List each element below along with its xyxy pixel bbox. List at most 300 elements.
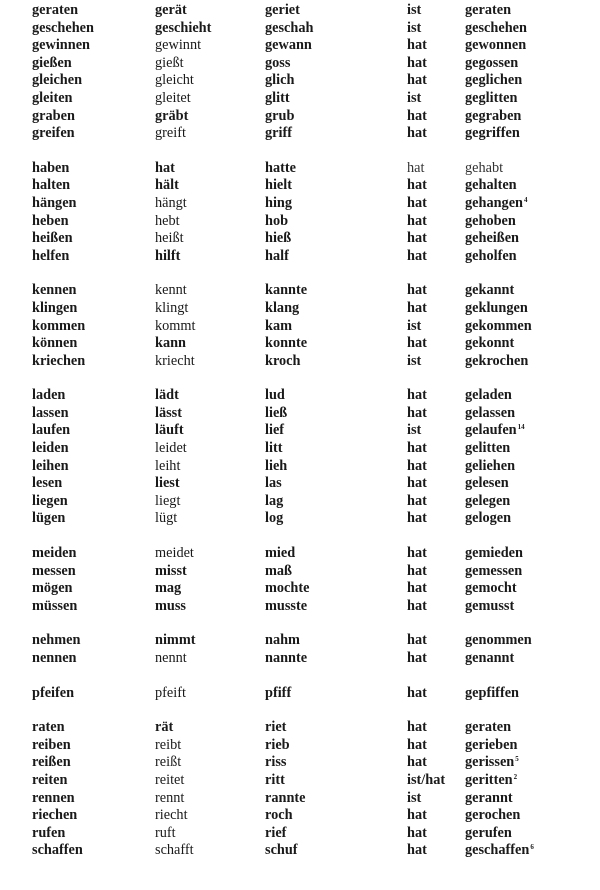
present-cell [155,37,201,55]
preterite-cell [265,300,299,318]
infinitive-cell [32,737,71,755]
infinitive-cell [32,335,77,353]
participle-cell [465,807,520,825]
auxiliary-cell [407,90,421,108]
participle-text: gemocht [465,580,517,597]
participle-text: gelaufen [465,422,517,439]
present-text: lädt [155,387,179,404]
present-cell [155,353,195,371]
auxiliary-cell [407,545,427,563]
infinitive-cell [32,598,77,616]
preterite-text: goss [265,54,291,71]
infinitive-cell [32,213,69,231]
preterite-cell [265,807,293,825]
auxiliary-cell [407,2,421,20]
infinitive-cell [32,440,69,458]
infinitive-text: reißen [32,754,71,771]
auxiliary-cell [407,719,427,737]
participle-text: gehalten [465,177,517,194]
infinitive-text: lassen [32,404,69,421]
preterite-cell [265,598,307,616]
verb-row [0,650,600,668]
infinitive-cell [32,353,85,371]
infinitive-cell [32,580,73,598]
infinitive-text: nehmen [32,632,81,649]
infinitive-cell [32,650,77,668]
verb-row [0,72,600,90]
auxiliary-cell [407,248,427,266]
preterite-text: gewann [265,37,312,54]
preterite-cell [265,125,292,143]
infinitive-cell [32,563,76,581]
present-cell [155,248,180,266]
present-text: mag [155,580,182,597]
participle-cell [465,458,515,476]
present-text: nimmt [155,632,196,649]
preterite-cell [265,213,288,231]
participle-text: geraten [465,2,512,18]
participle-text: gekannt [465,282,515,299]
auxiliary-cell [407,230,427,248]
preterite-cell [265,737,290,755]
preterite-cell [265,719,286,737]
auxiliary-text: ist [407,317,422,334]
preterite-text: rieb [265,736,290,753]
auxiliary-cell [407,318,421,336]
auxiliary-text: ist [407,2,422,18]
present-text: lügt [155,510,178,527]
infinitive-cell [32,108,75,126]
auxiliary-cell [407,177,427,195]
present-text: kann [155,335,187,352]
participle-text: geraten [465,719,512,736]
participle-cell [465,108,521,126]
auxiliary-text: hat [407,562,427,579]
infinitive-cell [32,790,75,808]
preterite-text: ritt [265,771,285,788]
verb-row [0,213,600,231]
auxiliary-cell [407,598,427,616]
present-cell [155,405,182,423]
auxiliary-text: ist/hat [407,771,446,788]
preterite-cell [265,248,289,266]
preterite-cell [265,90,290,108]
verb-row [0,125,600,143]
verb-row [0,685,600,703]
infinitive-text: heben [32,212,69,229]
preterite-cell [265,422,284,440]
infinitive-cell [32,510,65,528]
preterite-cell [265,754,286,772]
participle-text: gerochen [465,807,521,824]
present-text: reibt [155,736,182,753]
preterite-text: log [265,510,284,527]
present-cell [155,842,194,860]
preterite-cell [265,475,282,493]
participle-text: gemieden [465,545,523,562]
infinitive-text: lügen [32,510,66,527]
preterite-cell [265,772,285,790]
present-cell [155,300,188,318]
preterite-text: hielt [265,177,293,194]
present-text: muss [155,597,186,614]
verb-row [0,790,600,808]
auxiliary-text: hat [407,107,427,124]
infinitive-cell [32,387,65,405]
auxiliary-text: hat [407,684,427,701]
participle-cell [465,90,517,108]
auxiliary-cell [407,842,427,860]
verb-row [0,825,600,843]
preterite-text: maß [265,562,293,579]
infinitive-cell [32,230,73,248]
present-cell [155,335,186,353]
participle-cell [465,318,532,336]
present-text: gewinnt [155,37,202,54]
participle-text: genommen [465,632,532,649]
infinitive-cell [32,405,69,423]
participle-text: geladen [465,387,512,404]
auxiliary-text: hat [407,736,427,753]
auxiliary-text: hat [407,842,427,859]
preterite-text: pfiff [265,684,292,701]
verb-row [0,230,600,248]
preterite-text: las [265,475,282,492]
infinitive-text: liegen [32,492,68,509]
auxiliary-cell [407,125,427,143]
verb-row [0,510,600,528]
present-cell [155,685,186,703]
infinitive-text: kennen [32,282,77,299]
infinitive-text: geraten [32,2,79,18]
present-text: schafft [155,842,194,859]
participle-text: gekommen [465,317,532,334]
present-cell [155,772,184,790]
participle-cell [465,300,528,318]
present-cell [155,2,187,20]
participle-cell [465,125,520,143]
present-text: greift [155,125,186,142]
participle-text: geritten [465,771,513,788]
participle-text: gegossen [465,54,519,71]
present-cell [155,230,184,248]
auxiliary-text: hat [407,597,427,614]
participle-cell [465,422,525,440]
verb-row [0,335,600,353]
verb-row [0,387,600,405]
auxiliary-text: hat [407,632,427,649]
participle-text: gerannt [465,789,513,806]
infinitive-text: kriechen [32,352,86,369]
present-cell [155,545,194,563]
verb-group [0,160,600,266]
preterite-cell [265,353,300,371]
present-text: reitet [155,771,185,788]
auxiliary-cell [407,213,427,231]
preterite-cell [265,650,307,668]
participle-cell [465,772,517,790]
infinitive-cell [32,195,77,213]
preterite-text: mied [265,545,296,562]
preterite-cell [265,55,290,73]
infinitive-text: rufen [32,824,66,841]
auxiliary-cell [407,405,427,423]
verb-group [0,685,600,703]
present-cell [155,737,181,755]
infinitive-cell [32,825,65,843]
present-cell [155,282,187,300]
preterite-text: litt [265,440,283,457]
preterite-text: konnte [265,335,308,352]
participle-text: gelesen [465,475,509,492]
verb-row [0,422,600,440]
auxiliary-cell [407,440,427,458]
present-text: gießt [155,54,184,71]
preterite-cell [265,230,291,248]
verb-row [0,545,600,563]
preterite-cell [265,20,313,38]
preterite-cell [265,108,294,126]
verb-row [0,598,600,616]
present-cell [155,213,180,231]
preterite-cell [265,160,296,178]
preterite-text: hob [265,212,289,229]
participle-cell [465,160,503,178]
verb-row [0,300,600,318]
present-text: klingt [155,299,189,316]
participle-text: gehoben [465,212,516,229]
preterite-cell [265,282,307,300]
preterite-cell [265,580,309,598]
participle-text: gerissen [465,754,515,771]
preterite-cell [265,440,282,458]
participle-cell [465,387,512,405]
infinitive-cell [32,2,78,20]
participle-cell [465,230,519,248]
auxiliary-cell [407,510,427,528]
participle-text: geklungen [465,299,528,316]
participle-cell [465,790,513,808]
infinitive-cell [32,422,70,440]
auxiliary-text: hat [407,754,427,771]
present-cell [155,493,180,511]
preterite-cell [265,842,298,860]
present-cell [155,125,186,143]
participle-cell [465,685,519,703]
auxiliary-text: hat [407,299,427,316]
verb-table [0,2,600,877]
participle-cell [465,248,517,266]
participle-cell [465,405,515,423]
present-text: rennt [155,789,185,806]
auxiliary-text: hat [407,510,427,527]
present-cell [155,440,187,458]
auxiliary-cell [407,195,427,213]
preterite-text: hieß [265,230,292,247]
auxiliary-text: hat [407,824,427,841]
infinitive-cell [32,20,94,38]
auxiliary-cell [407,160,424,178]
present-text: reißt [155,754,182,771]
present-text: nennt [155,650,187,666]
auxiliary-cell [407,55,427,73]
present-cell [155,719,173,737]
present-text: rät [155,719,174,736]
verb-row [0,353,600,371]
footnote-marker: 14 [517,423,525,432]
participle-text: gelegen [465,492,511,509]
preterite-cell [265,318,292,336]
present-cell [155,510,177,528]
infinitive-text: leihen [32,457,69,474]
preterite-text: lieh [265,457,288,474]
infinitive-cell [32,318,85,336]
preterite-text: nannte [265,650,308,666]
auxiliary-text: hat [407,492,427,509]
present-text: gräbt [155,107,189,124]
present-cell [155,55,184,73]
participle-text: gehangen [465,194,523,211]
verb-row [0,55,600,73]
verb-row [0,493,600,511]
verb-row [0,282,600,300]
participle-cell [465,213,516,231]
participle-cell [465,353,528,371]
present-text: leiht [155,457,181,474]
infinitive-cell [32,125,75,143]
preterite-text: lief [265,422,285,439]
verb-group [0,2,600,143]
participle-text: gemessen [465,562,523,579]
present-text: misst [155,562,187,579]
participle-cell [465,719,511,737]
present-cell [155,195,187,213]
auxiliary-text: ist [407,89,422,106]
participle-text: gekrochen [465,352,529,369]
preterite-cell [265,685,291,703]
participle-cell [465,282,514,300]
preterite-text: grub [265,107,295,124]
present-cell [155,20,211,38]
present-cell [155,160,175,178]
present-text: heißt [155,230,184,247]
preterite-cell [265,545,295,563]
preterite-text: half [265,247,289,264]
auxiliary-cell [407,772,445,790]
preterite-cell [265,632,300,650]
auxiliary-cell [407,580,427,598]
preterite-cell [265,195,292,213]
verb-row [0,440,600,458]
auxiliary-cell [407,422,421,440]
present-cell [155,650,187,668]
preterite-text: musste [265,597,308,614]
participle-text: geheißen [465,230,520,247]
auxiliary-text: hat [407,159,425,176]
present-text: pfeift [155,684,186,701]
verb-row [0,458,600,476]
participle-text: gelitten [465,440,511,457]
verb-row [0,160,600,178]
infinitive-text: gewinnen [32,37,90,54]
auxiliary-cell [407,475,427,493]
present-text: hält [155,177,179,194]
participle-cell [465,72,522,90]
auxiliary-text: ist [407,352,422,369]
infinitive-text: müssen [32,597,78,614]
participle-cell [465,195,528,213]
infinitive-text: raten [32,719,65,736]
verb-row [0,405,600,423]
infinitive-text: mögen [32,580,73,597]
preterite-cell [265,458,287,476]
infinitive-text: graben [32,107,75,124]
auxiliary-text: hat [407,72,427,89]
present-cell [155,90,191,108]
infinitive-cell [32,55,72,73]
preterite-text: rannte [265,789,306,806]
auxiliary-cell [407,754,427,772]
auxiliary-text: hat [407,335,427,352]
verb-row [0,195,600,213]
present-cell [155,108,188,126]
preterite-text: schuf [265,842,298,859]
auxiliary-text: hat [407,387,427,404]
infinitive-cell [32,475,62,493]
participle-text: gepfiffen [465,684,519,701]
infinitive-cell [32,807,77,825]
present-cell [155,825,176,843]
participle-cell [465,510,511,528]
participle-cell [465,598,514,616]
auxiliary-text: ist [407,789,422,806]
auxiliary-cell [407,282,427,300]
auxiliary-cell [407,72,427,90]
verb-row [0,719,600,737]
footnote-marker: 2 [513,772,518,781]
infinitive-text: heißen [32,230,73,247]
infinitive-cell [32,719,65,737]
preterite-text: geschah [265,19,314,36]
auxiliary-cell [407,650,427,668]
participle-cell [465,737,517,755]
participle-text: gelassen [465,404,516,421]
infinitive-cell [32,842,83,860]
participle-text: gemusst [465,597,515,614]
infinitive-text: gießen [32,54,72,71]
preterite-cell [265,493,283,511]
present-cell [155,177,179,195]
participle-text: geliehen [465,457,516,474]
infinitive-text: können [32,335,78,352]
infinitive-cell [32,545,76,563]
participle-text: gewonnen [465,37,527,54]
preterite-text: nahm [265,632,300,649]
preterite-cell [265,335,307,353]
infinitive-text: geschehen [32,19,94,36]
infinitive-text: gleiten [32,89,73,106]
infinitive-text: rennen [32,789,75,806]
auxiliary-text: hat [407,475,427,492]
participle-cell [465,563,522,581]
participle-text: gerufen [465,824,512,841]
auxiliary-cell [407,737,427,755]
infinitive-text: reiben [32,736,71,753]
present-cell [155,387,179,405]
auxiliary-cell [407,825,427,843]
verb-row [0,177,600,195]
footnote-marker: 5 [515,755,519,764]
